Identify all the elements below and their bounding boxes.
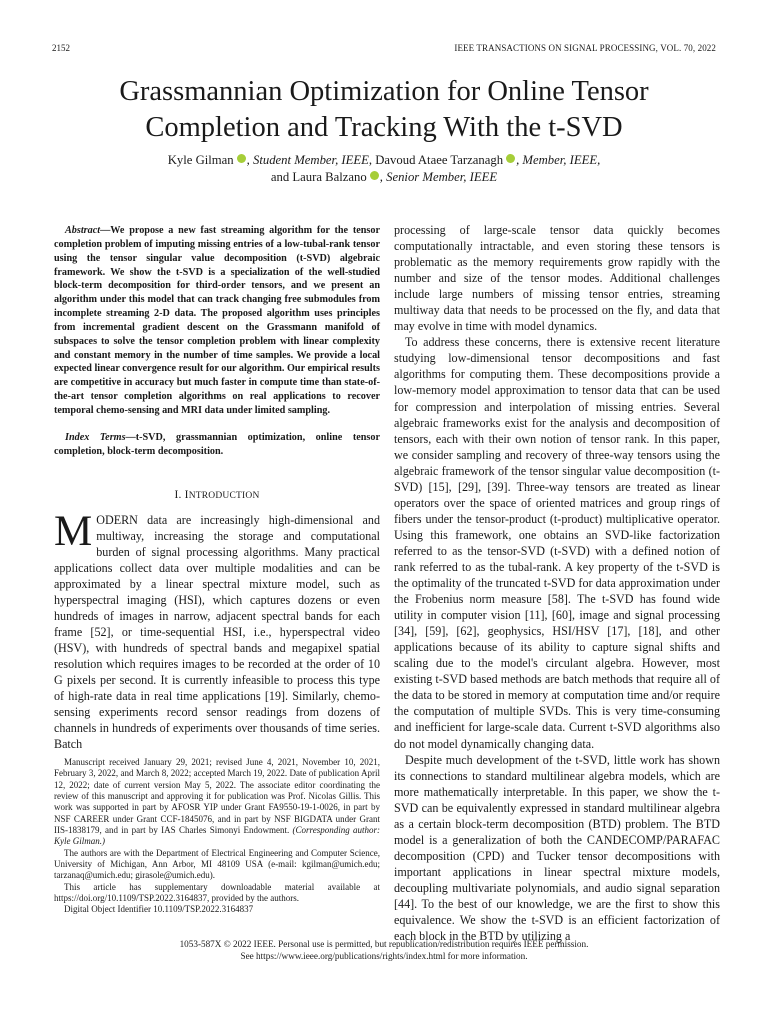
footnote-affiliation: The authors are with the Department of Electrical Engineering and Computer Science, University of Michigan, Ann Arbor, MI 48109 USA (e-mail: kgilman@umich.edu; tarzanaq@umich.edu; girasole@umich.edu). <box>54 847 380 881</box>
orcid-icon[interactable] <box>237 154 246 163</box>
drop-cap: M <box>54 507 93 555</box>
author-role: , Student Member, IEEE <box>246 153 369 167</box>
copyright-notice <box>40 939 728 962</box>
body-paragraph: processing of large-scale tensor data quickly becomes computationally intractable, and even storing these tensors is problematic as the memory requirements grow rapidly with the number and size of the tensor modes. Additional challenges include large numbers of missing tensor entries, streaming multiway data that needs to be processed on the fly, and data that may evolve in time with model dynamics. <box>394 223 720 334</box>
footnote-supplementary[interactable]: This article has supplementary downloadable material available at https://doi.org/10.1109/TSP.2022.3164837, provided by the authors. <box>54 881 380 904</box>
section-numeral: I. I <box>174 488 189 501</box>
author-name: and Laura Balzano <box>270 170 367 184</box>
index-terms-lead: Index Terms <box>65 431 126 443</box>
abstract <box>54 224 380 418</box>
orcid-icon[interactable] <box>370 171 379 180</box>
corresponding-author: (Corresponding author: Kyle Gilman.) <box>54 825 380 847</box>
intro-text: ODERN data are increasingly high-dimensional and multiway, increasing the storage and computational burden of signal processing algorithms. Many practical applications collect data over multiple modalities and can be approximated by a linear spectral mixture model, such as hyperspectral imaging (HSI), which captures dozens or even hundreds of images in narrow, adjacent spectral bands for each frame [52], or time-sequential HSI, i.e., hyperspectral video (HSV), with hundreds of spectral bands and megapixel spatial resolution which requires images to be recorded at the order of 10 G pixels per second. It is currently infeasible to process this type of high-rate data in real time applications [19]. Similarly, chemo-sensing experiments record sensor readings from dozens of channels in hundreds of experiments over thousands of time series. Batch <box>54 512 380 752</box>
index-terms-text: —t-SVD, grassmannian optimization, online tensor completion, block-term decomposition. <box>54 431 380 457</box>
footnote-manuscript <box>54 757 380 848</box>
author-name: , Davoud Ataee Tarzanagh <box>368 153 504 167</box>
footnote-doi: Digital Object Identifier 10.1109/TSP.2022.3164837 <box>64 904 254 915</box>
copyright-line-1: 1053-587X © 2022 IEEE. Personal use is permitted, but republication/redistribution requires IEEE permission. <box>179 939 589 949</box>
section-heading <box>54 489 380 501</box>
footnote-text: Manuscript received January 29, 2021; revised June 4, 2021, November 10, 2021, February 3, 2022, and March 8, 2022; accepted March 19, 2022. Date of publication April 12, 2022; date of current version May 5, 2022. The associate editor coordinating the review of this manuscript and approving it for publication was Prof. Nicolas Gillis. This work was supported in part by AFOSR YIP under Grant FA9550-19-1-0026, in part by NSF CAREER under Grant CCF-1845076, and in part by NSF BIGDATA under Grant IIS-1838179, and in part by IAS Charles Simonyi Endowment. <box>54 757 380 836</box>
section-title-rest: NTRODUCTION <box>188 490 260 501</box>
paper-title <box>40 74 728 146</box>
author-list <box>40 152 728 186</box>
body-paragraph: Despite much development of the t-SVD, little work has shown its connections to standard multilinear algebra models, which are more mathematically interpretable. In this paper, we show the t-SVD can be equivalently expressed in standard multilinear algebra as a certain block-term decomposition (BTD) problem. The BTD model is a generalization of both the CANDECOMP/PARAFAC decomposition (CPD) and Tucker tensor decompositions with important applications in linear spectral mixture models, decoupling multivariate polynomials, and audio signal separation [44]. To the best of our knowledge, we are the first to show this equivalence. We show the t-SVD is an efficient factorization of each block in the BTD by utilizing a <box>394 752 720 944</box>
journal-header: IEEE TRANSACTIONS ON SIGNAL PROCESSING, VOL. 70, 2022 <box>454 43 716 53</box>
copyright-line-2[interactable]: See https://www.ieee.org/publications/rights/index.html for more information. <box>240 950 528 961</box>
author-role: , Senior Member, IEEE <box>379 170 498 184</box>
author-name: Kyle Gilman <box>167 153 234 167</box>
footnotes <box>54 757 380 916</box>
author-role: , Member, IEEE, <box>516 153 601 167</box>
left-column <box>54 224 380 752</box>
intro-paragraph <box>54 507 380 753</box>
abstract-text: —We propose a new fast streaming algorithm for the tensor completion problem of imputing missing entries of a low-tubal-rank tensor using the tensor singular value decomposition (t-SVD) algebraic framework. We show the t-SVD is a specialization of the well-studied block-term decomposition for third-order tensors, and we present an algorithm under this model that can track changing free submodules from incomplete streaming 2-D data. The proposed algorithm uses principles from incremental gradient descent on the Grassmann manifold of subspaces to solve the tensor completion problem with linear complexity and constant memory in the number of time samples. We provide a local expected linear convergence result for our algorithm. Our empirical results are competitive in accuracy but much faster in compute time than state-of-the-art tensor completion algorithms on real applications to recover temporal chemo-sensing and MRI data under limited sampling. <box>54 225 380 416</box>
body-paragraph: To address these concerns, there is extensive recent literature studying low-dimensional tensor decompositions and fast algorithms for computing them. These decompositions provide a low-memory model approximation to tensor data that can be used for compression and interpolation of missing entries. Several algebraic frameworks exist for the analysis and decomposition of tensors, each with their own notion of tensor rank. In this paper, we consider sampling and recovery of three-way tensors using the algebraic framework of the tensor singular value decomposition (t-SVD) [15], [29], [39]. Three-way tensors are treated as linear operators over the space of oriented matrices and group rings of fibers under the tensor-product (t-product) multiplicative operator. Using this framework, one obtains an SVD-like factorization referred to as the tensor-SVD (t-SVD) with a defined notion of rank referred to as the tubal-rank. A key property of the t-SVD is the optimality of the truncated t-SVD for data approximation under the Frobenius norm measure [58]. The t-SVD has found wide utility in computer vision [11], [60], image and signal processing [34], [59], [62], geophysics, HSI/HSV [17], [18], and other applications because of its ability to capture signal shifts and scaling due to the model's circulant algebra. However, most existing t-SVD based methods are batch methods that require all of the data to be stored in memory at computation time and/or require the computation of multiple SVDs. This is very time-consuming and inefficient for large-scale data. Current t-SVD algorithms also do not model dynamically changing data. <box>394 335 720 751</box>
title-line-2: Completion and Tracking With the t-SVD <box>145 112 623 143</box>
abstract-lead: Abstract <box>65 225 101 236</box>
orcid-icon[interactable] <box>506 154 515 163</box>
page-number: 2152 <box>52 43 70 53</box>
index-terms <box>54 431 380 459</box>
right-column <box>394 222 720 944</box>
title-line-1: Grassmannian Optimization for Online Tensor <box>119 76 649 107</box>
